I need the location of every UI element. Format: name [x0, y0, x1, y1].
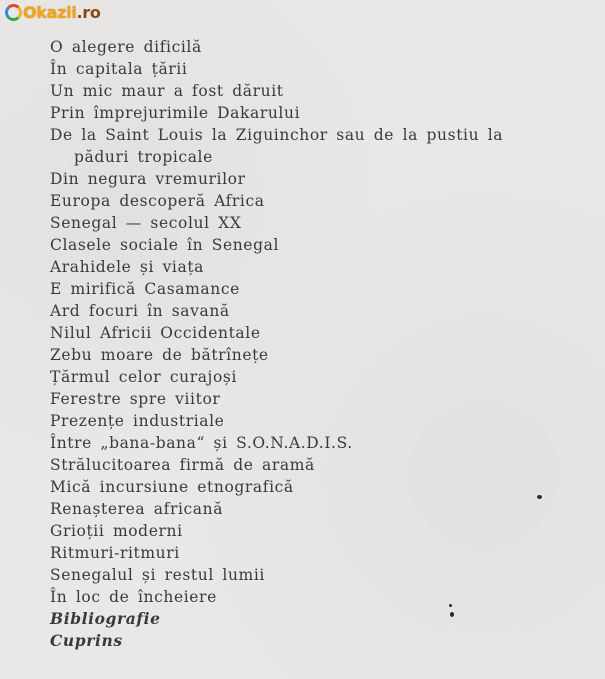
toc-entry: O alegere dificilă	[50, 38, 202, 56]
toc-entry: Grioții moderni	[50, 522, 183, 540]
toc-entry-continuation: păduri tropicale	[74, 148, 213, 166]
ring-logo-icon	[5, 4, 22, 21]
toc-entry-wrapped	[50, 124, 580, 168]
toc-entry: În loc de încheiere	[50, 588, 217, 606]
toc-entry: Zebu moare de bătrînețe	[50, 346, 269, 364]
toc-entry: E mirifică Casamance	[50, 280, 240, 298]
toc-entry: Strălucitoarea firmă de aramă	[50, 456, 315, 474]
okazii-watermark	[5, 2, 101, 22]
toc-entry-bibliography: Bibliografie	[50, 609, 161, 628]
toc-entry: Arahidele și viața	[50, 258, 204, 276]
toc-entry: Un mic maur a fost dăruit	[50, 82, 284, 100]
toc-entry: Clasele sociale în Senegal	[50, 236, 279, 254]
ink-speck	[537, 495, 542, 499]
toc-entry: Mică incursiune etnografică	[50, 478, 294, 496]
toc-entry: Țărmul celor curajoși	[50, 368, 237, 386]
ink-speck	[450, 612, 454, 617]
toc-entry: Ferestre spre viitor	[50, 390, 221, 408]
toc-entry: Senegal — secolul XX	[50, 214, 242, 232]
toc-entry: Europa descoperă Africa	[50, 192, 265, 210]
watermark-brand: Okazii	[23, 2, 77, 22]
watermark-tld: .ro	[76, 2, 101, 22]
toc-entry-contents: Cuprins	[50, 631, 123, 650]
table-of-contents	[50, 36, 580, 652]
toc-entry-text: De la Saint Louis la Ziguinchor sau de la pustiu la	[50, 126, 504, 144]
toc-entry: Renașterea africană	[50, 500, 224, 518]
toc-entry: Prezențe industriale	[50, 412, 225, 430]
toc-entry: Senegalul și restul lumii	[50, 566, 265, 584]
toc-entry: Nilul Africii Occidentale	[50, 324, 261, 342]
ink-speck	[449, 604, 452, 607]
toc-entry: În capitala țării	[50, 60, 188, 78]
toc-entry: Ritmuri-ritmuri	[50, 544, 180, 562]
toc-entry: Ard focuri în savană	[50, 302, 230, 320]
toc-entry: Din negura vremurilor	[50, 170, 246, 188]
toc-entry: Între „bana-bana“ și S.O.N.A.D.I.S.	[50, 434, 353, 452]
toc-entry: Prin împrejurimile Dakarului	[50, 104, 301, 122]
